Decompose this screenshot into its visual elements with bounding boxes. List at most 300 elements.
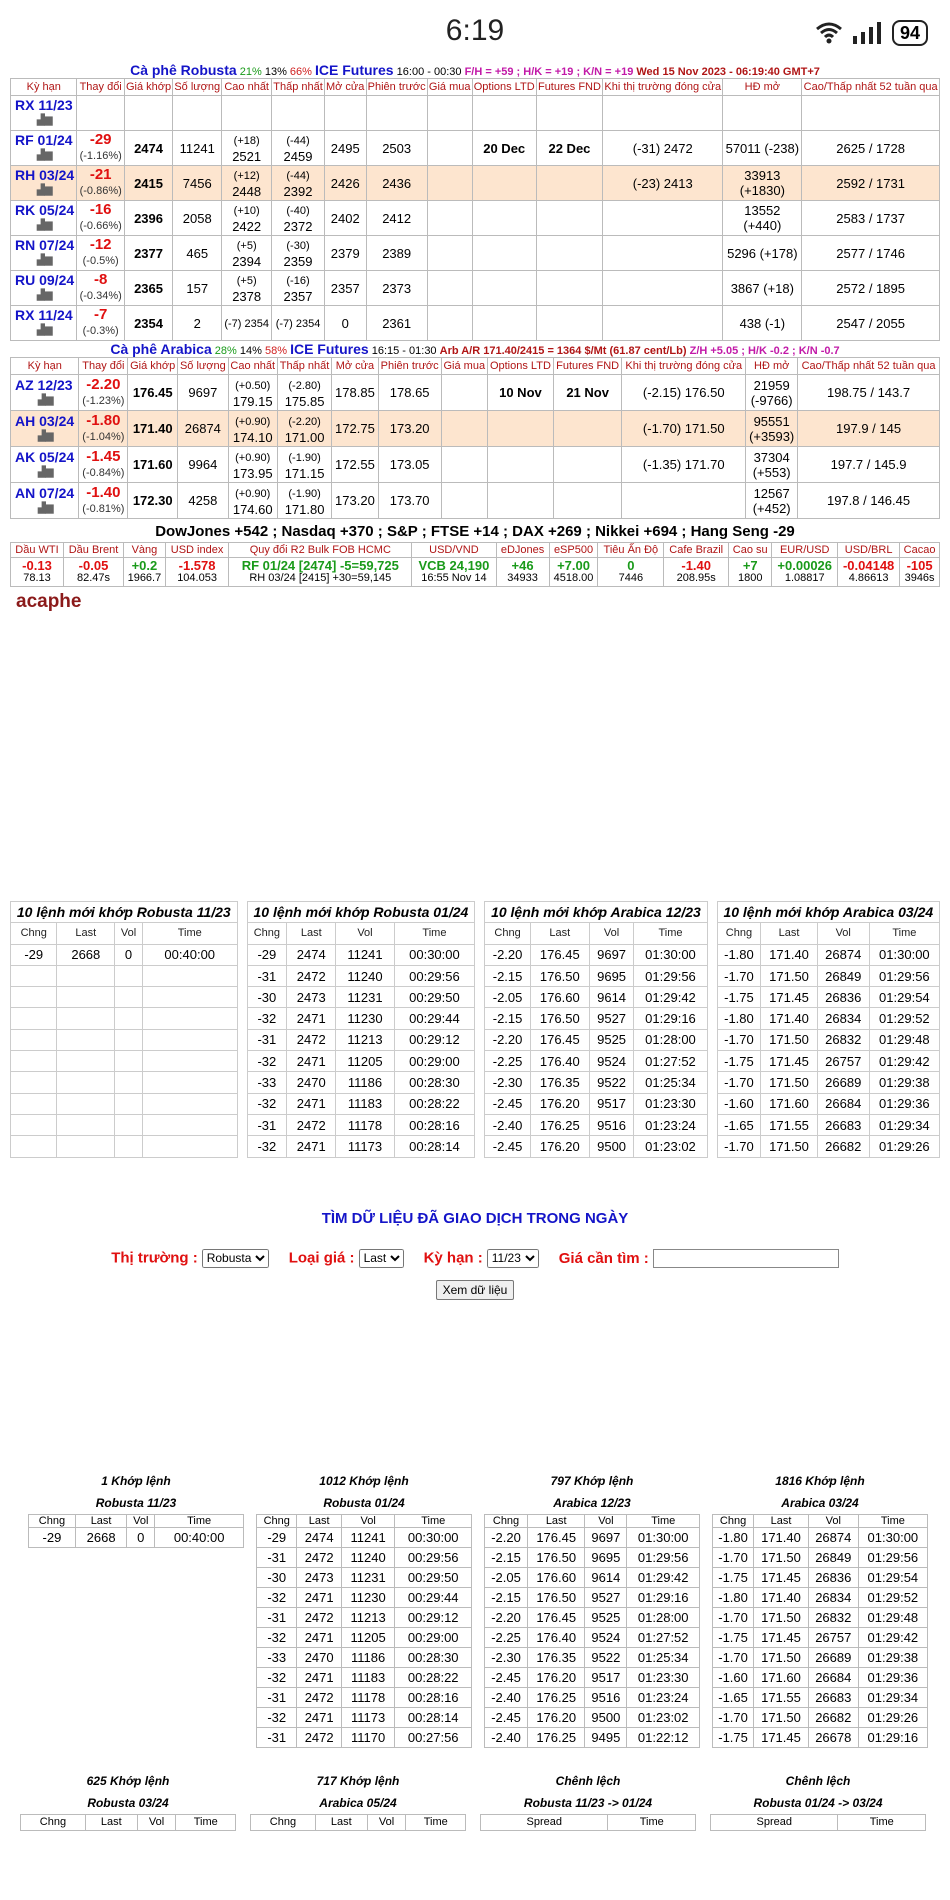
change-cell [79,483,128,519]
market-change: -0.05 [78,558,109,573]
history-cell: 171.45 [754,1727,809,1747]
contract-row[interactable] [11,166,940,201]
chart-icon[interactable]: ▟▆ [38,394,54,406]
trade-cell: 176.60 [530,987,589,1008]
history-cell: -32 [257,1627,297,1647]
history-block [712,1470,928,1748]
trade-cell: -2.20 [485,944,531,965]
high-diff: (+10) [233,205,260,217]
change-value: -2.20 [86,375,121,393]
trade-cell: -31 [247,1029,287,1050]
bid-price [427,236,472,271]
history-cell: 11240 [341,1547,395,1567]
price-search-input[interactable] [653,1249,839,1268]
trade-cell: 01:29:36 [869,1093,939,1114]
last-price: 172.30 [128,483,178,519]
history-cell: 26683 [808,1687,858,1707]
term-select[interactable] [487,1249,539,1268]
change-value: -29 [89,131,112,148]
trade-cell: -2.40 [485,1114,531,1135]
open-interest-diff: (+1830) [739,183,785,198]
last-price: 2396 [124,201,172,236]
change-percent: (-1.16%) [79,150,122,162]
change-value: -21 [89,166,112,183]
low-diff: (-44) [286,170,310,182]
trade-cell: -1.80 [717,1008,761,1029]
trade-cell [57,965,115,986]
history-cell: 171.50 [754,1647,809,1667]
trade-row [11,987,940,1008]
volume: 157 [173,271,222,306]
history-cell: 171.40 [754,1527,809,1547]
contract-cell[interactable] [11,131,77,166]
col-header: Thấp nhất [272,79,325,96]
history-block [484,1470,700,1748]
trade-cell: -2.25 [485,1051,531,1072]
open-price: 173.20 [332,483,378,519]
market-value: 78.13 [23,572,51,584]
history-contract: Arabica 12/23 [553,1495,631,1510]
low-value: 2359 [283,254,313,269]
low-cell [272,236,325,271]
high-diff: (+18) [233,135,260,147]
chart-icon[interactable]: ▟▆ [37,325,53,336]
history-count: 797 Khớp lệnh [550,1473,634,1488]
trade-cell: 2471 [287,1136,336,1157]
trade-cell: 176.45 [530,1029,589,1050]
contract-cell[interactable] [11,236,77,271]
history-col-header: Spread [481,1814,608,1830]
trade-cell: 11241 [336,944,394,965]
market-cell [729,558,772,587]
low-value: 175.85 [284,393,325,409]
contract-cell[interactable] [11,411,79,447]
low-diff: (-7) 2354 [275,317,321,330]
trade-cell: 01:29:16 [634,1008,707,1029]
contract-row[interactable] [11,131,940,166]
history-cell: -30 [257,1567,297,1587]
open-interest-diff: (-9766) [750,392,793,408]
col-header: Phiên trước [366,79,427,96]
trade-cell: 01:27:52 [634,1051,707,1072]
last-price: 176.45 [128,375,178,411]
history-cell: 9524 [585,1627,627,1647]
trade-cell: 9516 [589,1114,634,1135]
trade-cell: 176.45 [530,944,589,965]
low-diff: (-44) [286,135,310,147]
change-percent: (-1.23%) [82,394,125,407]
trade-cell: 9500 [589,1136,634,1157]
contract-cell[interactable] [11,201,77,236]
contract-row[interactable] [11,447,940,483]
low-cell [272,166,325,201]
trade-cell: 171.55 [761,1114,817,1135]
trades-col-header: Vol [336,923,394,944]
history-cell: 00:29:56 [395,1547,472,1567]
history-col-header: Chng [257,1514,297,1527]
high-value: 173.95 [232,465,273,481]
trades-title: 10 lệnh mới khớp Arabica 03/24 [717,902,939,923]
open-interest: 13552 [744,203,781,218]
arabica-quote-table [10,357,940,519]
col-header: Mở cửa [332,358,378,375]
history-cell: 11241 [341,1527,395,1547]
history-contract: Robusta 01/24 [323,1495,405,1510]
trade-cell: 11205 [336,1051,394,1072]
col-header: Giá khớp [124,79,172,96]
low-cell [272,271,325,306]
trade-cell: -29 [11,944,57,965]
trade-row [11,1093,940,1114]
contract-code[interactable]: RX 11/24 [15,307,73,323]
history-cell: 01:30:00 [858,1527,927,1547]
chart-icon[interactable]: ▟▆ [38,430,54,442]
contract-cell[interactable] [11,375,79,411]
contract-row[interactable] [11,306,940,341]
brand-logo[interactable]: acaphe [16,591,82,612]
contract-cell[interactable] [11,271,77,306]
trade-cell: 9517 [589,1093,634,1114]
history-cell: 01:23:24 [627,1687,700,1707]
options-ltd [472,201,536,236]
history-col-header: Time [395,1514,472,1527]
history-col-header: Last [315,1814,367,1830]
close-price: (-2.15) 176.50 [622,375,746,411]
contract-cell[interactable] [11,447,79,483]
trades-col-header: Vol [589,923,634,944]
trade-cell: 00:29:56 [394,965,475,986]
chart-icon[interactable]: ▟▆ [37,185,53,196]
history-cell: 171.50 [754,1707,809,1727]
col-header: Giá mua [441,358,487,375]
close-price: (-31) 2472 [603,131,723,166]
contract-code[interactable]: RX 11/23 [15,97,73,113]
open-interest-cell [746,375,798,411]
col-header: Thay đổi [77,79,124,96]
trade-cell: 176.35 [530,1072,589,1093]
chart-icon[interactable]: ▟▆ [37,220,53,231]
bid-price [427,96,472,131]
contract-code[interactable]: AN 07/24 [15,484,75,501]
trade-cell: 2474 [287,944,336,965]
trade-cell [11,965,57,986]
high-cell [228,375,277,411]
high-diff: (-7) 2354 [224,317,269,330]
trade-cell: 26682 [817,1136,869,1157]
col-header: Số lượng [173,79,222,96]
history-count: 1 Khớp lệnh [101,1473,171,1488]
trade-cell [11,1008,57,1029]
contract-row[interactable] [11,236,940,271]
robusta-quote-table [10,78,940,341]
close-price [603,236,723,271]
robusta-header: Cà phê Robusta 21% 13% 66% ICE Futures 16:00 - 00:30 F/H = +59 ; H/K = +19 ; K/N = +19 Wed 15 Nov 2023 - 06:19:40 GMT+7 [130,62,820,78]
market-change: -0.13 [22,558,52,573]
trade-cell: -1.70 [717,1029,761,1050]
trade-cell [57,1051,115,1072]
history-cell: 9614 [585,1567,627,1587]
contract-code[interactable]: AH 03/24 [15,412,75,429]
history-cell: -29 [29,1527,76,1547]
contract-code[interactable]: RU 09/24 [15,272,75,288]
market-cell [165,558,228,587]
contract-cell[interactable] [11,483,79,519]
col-header: Kỳ hạn [11,358,79,375]
history-cell: 171.40 [754,1587,809,1607]
trade-cell: 2470 [287,1072,336,1093]
history-count: Chênh lệch [785,1773,851,1788]
trades-col-header: Chng [717,923,761,944]
view-data-button[interactable]: Xem dữ liệu [436,1280,515,1300]
open-price: 172.55 [332,447,378,483]
history-cell: 01:29:42 [858,1627,927,1647]
last-price: 2415 [124,166,172,201]
history-cell: 00:29:00 [395,1627,472,1647]
history-cell: 00:27:56 [395,1727,472,1747]
history-cell: -1.70 [713,1607,754,1627]
futures-fnd [554,411,622,447]
market-value: 4.86613 [848,572,889,584]
contract-cell[interactable] [11,96,77,131]
contract-row[interactable] [11,201,940,236]
trade-cell: 171.50 [761,965,817,986]
trade-cell: 0 [115,944,143,965]
trade-cell: 01:30:00 [634,944,707,965]
trade-cell [57,1136,115,1157]
history-cell: 26682 [808,1707,858,1727]
history-cell: 2474 [297,1527,341,1547]
trade-cell [57,1114,115,1135]
change-cell [79,375,128,411]
market-cell [496,558,549,587]
history-contract: Robusta 11/23 [95,1495,177,1510]
trade-row [11,944,940,965]
trade-cell: 26684 [817,1093,869,1114]
change-cell [79,447,128,483]
trade-cell: 171.40 [761,1008,817,1029]
col-header: Cao/Thấp nhất 52 tuần qua [798,358,940,375]
history-cell: 176.50 [528,1587,585,1607]
history-cell: 9516 [585,1687,627,1707]
change-percent: (-0.34%) [79,290,122,302]
change-value: -7 [94,306,108,323]
history-contract: Arabica 05/24 [319,1795,397,1810]
history-cell: 01:25:34 [627,1647,700,1667]
trade-cell: 2472 [287,1114,336,1135]
close-price [603,271,723,306]
contract-code[interactable]: RN 07/24 [15,237,75,253]
trade-cell: 11240 [336,965,394,986]
futures-fnd [536,201,602,236]
low-cell [277,375,331,411]
history-col-header: Last [85,1814,137,1830]
open-interest: 438 (-1) [739,315,786,331]
history-col-header: Time [608,1814,696,1830]
futures-fnd: 22 Dec [536,131,602,166]
contract-row[interactable] [11,96,940,131]
history-cell: 176.25 [528,1727,585,1747]
history-cell: 00:29:50 [395,1567,472,1587]
contract-code[interactable]: RF 01/24 [15,132,73,148]
trade-cell: 00:28:14 [394,1136,475,1157]
history-cell: 2473 [297,1567,341,1587]
history-cell: 2472 [297,1727,341,1747]
trade-cell: 9524 [589,1051,634,1072]
history-cell: 171.50 [754,1607,809,1627]
high-cell [222,306,272,341]
trade-cell: 00:29:12 [394,1029,475,1050]
chart-icon[interactable]: ▟▆ [37,255,53,266]
trade-cell: 171.45 [761,987,817,1008]
col-header: Futures FND [536,79,602,96]
history-cell: 01:22:12 [627,1727,700,1747]
history-col-header: Chng [251,1814,316,1830]
chart-icon[interactable]: ▟▆ [37,150,53,161]
trades-col-header: Last [530,923,589,944]
bid-price [427,201,472,236]
prev-close: 178.65 [378,375,441,411]
trade-cell [11,1114,57,1135]
contract-row[interactable] [11,375,940,411]
contract-row[interactable] [11,271,940,306]
futures-fnd [536,166,602,201]
history-cell: -31 [257,1547,297,1567]
history-cell: 01:23:02 [627,1707,700,1727]
change-value: -1.40 [86,483,121,501]
bid-price [427,306,472,341]
market-select[interactable] [202,1249,269,1268]
history-col-header: Last [75,1514,126,1527]
high-cell [228,411,277,447]
history-cell: 11170 [341,1727,395,1747]
contract-cell[interactable] [11,166,77,201]
open-interest-cell [723,166,802,201]
trade-cell: 9614 [589,987,634,1008]
trade-cell: 171.60 [761,1093,817,1114]
col-header: Options LTD [487,358,553,375]
history-cell: -1.70 [713,1647,754,1667]
trade-row [11,1008,940,1029]
contract-code[interactable]: AK 05/24 [15,448,75,465]
chart-icon[interactable]: ▟▆ [38,466,54,478]
contract-row[interactable] [11,411,940,447]
trade-cell: 26683 [817,1114,869,1135]
low-diff: (-16) [286,275,310,287]
trade-cell: 9522 [589,1072,634,1093]
contract-code[interactable]: AZ 12/23 [15,376,73,393]
history-cell: -1.60 [713,1667,754,1687]
change-cell [77,271,124,306]
trade-cell: 11183 [336,1093,394,1114]
market-change: +7.00 [557,558,590,573]
search-section: TÌM DỮ LIỆU ĐÃ GIAO DỊCH TRONG NGÀY Thị trường : Robusta Loại giá : Last Kỳ hạn : 11/23 Giá cần tìm : Xem dữ liệu [0,1210,950,1300]
futures-fnd [536,271,602,306]
world-indices: DowJones +542 ; Nasdaq +370 ; S&P ; FTSE +14 ; DAX +269 ; Nikkei +694 ; Hang Seng -29 [155,523,795,540]
prev-close: 2412 [366,201,427,236]
chart-icon[interactable]: ▟▆ [37,290,53,301]
history-cell: 9495 [585,1727,627,1747]
history-cell: -2.40 [485,1727,528,1747]
high-diff: (+0.90) [235,451,271,464]
history-cell: 11213 [341,1607,395,1627]
history-cell: 26834 [808,1587,858,1607]
trade-cell: 01:29:42 [634,987,707,1008]
trade-cell [57,987,115,1008]
trade-cell: 26689 [817,1072,869,1093]
trade-cell: 171.50 [761,1072,817,1093]
status-bar [0,0,950,62]
contract-code[interactable]: RH 03/24 [15,167,75,183]
history-cell: 01:27:52 [627,1627,700,1647]
trades-col-header: Last [57,923,115,944]
history-cell: -2.15 [485,1547,528,1567]
col-header: Số lượng [178,358,228,375]
history-cell: 01:29:16 [627,1587,700,1607]
trade-cell [57,1072,115,1093]
trade-cell: -31 [247,1114,287,1135]
history-cell: -29 [257,1527,297,1547]
trades-title: 10 lệnh mới khớp Robusta 01/24 [247,902,475,923]
trade-cell: -2.15 [485,1008,531,1029]
change-percent: (-0.5%) [82,255,119,267]
market-value: 104.053 [177,572,217,584]
change-percent: (-1.04%) [82,430,125,443]
trade-cell [115,1051,143,1072]
market-header: Cafe Brazil [664,543,729,558]
trade-row [11,1136,940,1157]
open-interest-cell [723,271,802,306]
history-cell: -1.75 [713,1727,754,1747]
market-value: 34933 [507,572,538,584]
history-cell: 176.25 [528,1687,585,1707]
history-cell: -2.45 [485,1707,528,1727]
contract-cell[interactable] [11,306,77,341]
market-value: 1966.7 [127,572,162,584]
high-diff: (+5) [236,240,257,252]
trade-cell [11,1051,57,1072]
change-value: -8 [94,271,108,288]
contract-row[interactable] [11,483,940,519]
chart-icon[interactable]: ▟▆ [38,502,54,514]
history-cell: 0 [127,1527,155,1547]
col-header: Phiên trước [378,358,441,375]
price-type-select[interactable] [359,1249,404,1268]
market-change: -1.40 [681,558,711,573]
trade-cell: -2.30 [485,1072,531,1093]
futures-fnd [536,306,602,341]
history-cell: 171.50 [754,1547,809,1567]
high-cell [222,96,272,131]
trade-cell [142,1114,237,1135]
high-diff: (+0.90) [235,415,271,428]
high-value: 2422 [232,219,262,234]
trade-cell [115,1136,143,1157]
history-cell: 01:29:54 [858,1567,927,1587]
trades-col-header: Chng [485,923,531,944]
more-history-blocks [20,1770,950,1831]
chart-icon[interactable]: ▟▆ [37,115,53,126]
market-change: -1.578 [178,558,216,573]
volume: 2 [173,306,222,341]
contract-code[interactable]: RK 05/24 [15,202,75,218]
low-cell [277,447,331,483]
history-cell: 9517 [585,1667,627,1687]
market-value: 4518.00 [553,572,594,584]
change-cell [77,166,124,201]
history-cell: -1.80 [713,1527,754,1547]
low-cell [277,411,331,447]
change-cell [77,236,124,271]
